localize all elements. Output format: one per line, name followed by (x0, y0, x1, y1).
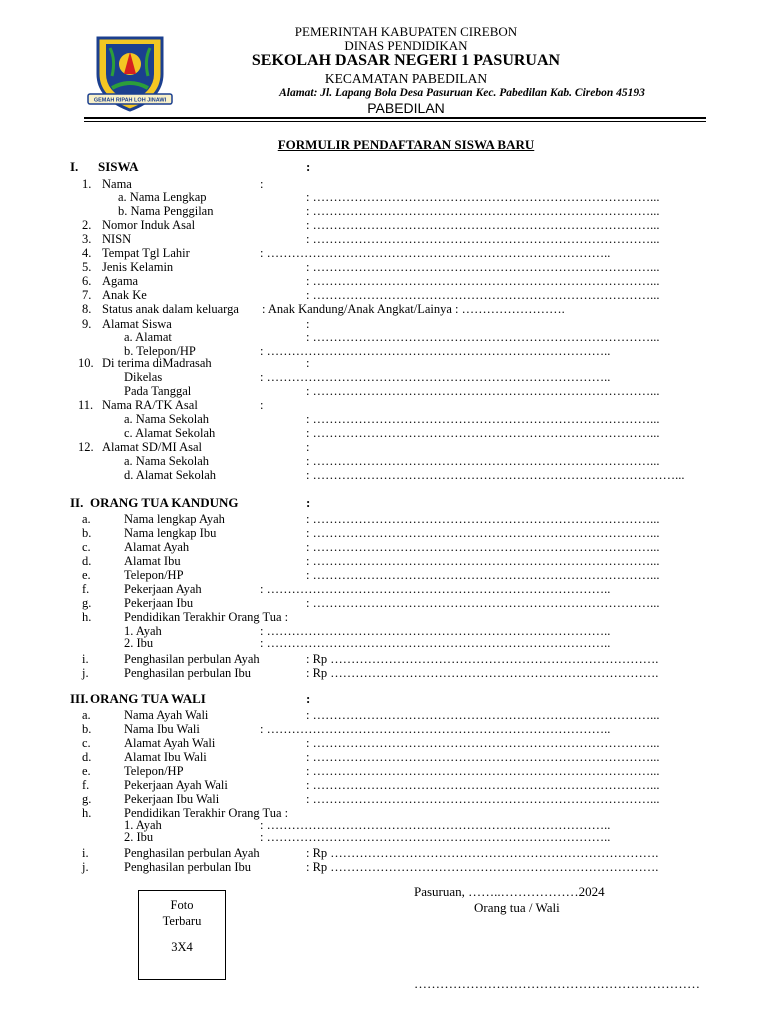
row-label: Alamat SD/MI Asal (102, 440, 202, 454)
row-value-field: : ………………………………………………………………………... (306, 218, 660, 232)
row-number: 1. (82, 177, 92, 191)
row-number: d. (82, 554, 92, 568)
row-number: II. (70, 495, 84, 510)
row-value-field: : Rp ……………………………………………………………………. (306, 666, 659, 680)
row-label: Tempat Tgl Lahir (102, 246, 190, 260)
row-number: g. (82, 596, 92, 610)
row-number: c. (82, 736, 91, 750)
row-number: e. (82, 568, 91, 582)
row-label: Nama Ibu Wali (124, 722, 200, 736)
form-title: FORMULIR PENDAFTARAN SISWA BARU (277, 137, 535, 152)
row-value-field: : ……………………………………………………………………….. (260, 830, 611, 844)
row-label: Pekerjaan Ayah (124, 582, 202, 596)
row-number: 5. (82, 260, 92, 274)
photo-label-1: Foto (170, 898, 194, 912)
row-number: f. (82, 582, 90, 596)
row-number: 6. (82, 274, 92, 288)
row-label: Penghasilan perbulan Ibu (124, 860, 252, 874)
row-value-field: : (306, 495, 311, 510)
row-value-field: : ………………………………………………………………………... (306, 330, 660, 344)
row-label: 2. Ibu (124, 636, 154, 650)
row-label: NISN (102, 232, 132, 246)
row-value-field: : (306, 691, 311, 706)
row-label: Nomor Induk Asal (102, 218, 196, 232)
row-number: III. (70, 691, 89, 706)
row-label: Penghasilan perbulan Ayah (124, 846, 260, 860)
row-label: d. Alamat Sekolah (124, 468, 216, 482)
row-number: j. (82, 860, 89, 874)
row-number: h. (82, 806, 92, 820)
row-number: 7. (82, 288, 92, 302)
row-label: a. Nama Sekolah (124, 412, 210, 426)
row-label: Pendidikan Terakhir Orang Tua : (124, 610, 289, 624)
row-value-field: : ………………………………………………………………………... (306, 512, 660, 526)
row-number: 10. (78, 356, 94, 370)
row-number: 3. (82, 232, 92, 246)
row-label: Pekerjaan Ayah Wali (124, 778, 228, 792)
logo-motto: GEMAH RIPAH LOH JINAWI (93, 97, 167, 104)
row-label: 2. Ibu (124, 830, 154, 844)
row-label: Alamat Ayah (124, 540, 190, 554)
row-value-field: : ………………………………………………………………………... (306, 526, 660, 540)
row-value-field: : ………………………………………………………………………... (306, 554, 660, 568)
row-number: 11. (78, 398, 94, 412)
row-label: Pada Tanggal (124, 384, 192, 398)
row-number: b. (82, 722, 92, 736)
row-number: I. (70, 159, 79, 174)
row-value-field: : ………………………………………………………………………... (306, 288, 660, 302)
photo-placeholder (138, 890, 226, 980)
row-number: d. (82, 750, 92, 764)
row-value-field: : ………………………………………………………………………... (306, 778, 660, 792)
row-value-field: : ………………………………………………………………………... (306, 384, 660, 398)
row-value-field: : ………………………………………………………………………... (306, 736, 660, 750)
row-value-field: : ………………………………………………………………………... (306, 568, 660, 582)
header-department: DINAS PENDIDIKAN (344, 38, 468, 53)
row-value-field: : ………………………………………………………………………... (306, 750, 660, 764)
row-label: Agama (102, 274, 139, 288)
row-label: ORANG TUA KANDUNG (90, 495, 239, 510)
row-value-field: : ……………………………………………………………………….. (260, 582, 611, 596)
row-value-field: : (306, 317, 310, 331)
row-label: Alamat Siswa (102, 317, 172, 331)
row-value-field: : ……………………………………………………………………………... (306, 468, 685, 482)
row-label: b. Nama Penggilan (118, 204, 214, 218)
row-value-field: : ………………………………………………………………………... (306, 708, 660, 722)
row-value-field: : (260, 398, 264, 412)
row-number: 12. (78, 440, 94, 454)
row-label: 1. Ayah (124, 624, 162, 638)
row-label: Pekerjaan Ibu Wali (124, 792, 220, 806)
signature-line: ………………………………………………………… (414, 976, 700, 991)
row-value-field: : ……………………………………………………………………….. (260, 624, 611, 638)
row-label: b. Telepon/HP (124, 344, 196, 358)
row-label: c. Alamat Sekolah (124, 426, 216, 440)
row-label: Anak Ke (102, 288, 147, 302)
row-value-field: : ……………………………………………………………………….. (260, 246, 611, 260)
row-label: Pekerjaan Ibu (124, 596, 194, 610)
row-value-field: : ………………………………………………………………………... (306, 764, 660, 778)
row-value-field: : ………………………………………………………………………... (306, 596, 660, 610)
row-label: SISWA (98, 159, 139, 174)
header-address: Alamat: Jl. Lapang Bola Desa Pasuruan Kec. Pabedilan Kab. Cirebon 45193 (279, 87, 645, 99)
row-number: i. (82, 846, 89, 860)
row-value-field: : ……………………………………………………………………….. (260, 818, 611, 832)
photo-size: 3X4 (171, 940, 193, 954)
row-value-field: : (306, 356, 310, 370)
row-number: g. (82, 792, 92, 806)
row-label: Status anak dalam keluarga (102, 302, 239, 316)
row-label: Penghasilan perbulan Ibu (124, 666, 252, 680)
row-label: a. Nama Sekolah (124, 454, 210, 468)
row-label: a. Nama Lengkap (118, 190, 207, 204)
row-value-field: : ……………………………………………………………………….. (260, 722, 611, 736)
row-label: 1. Ayah (124, 818, 162, 832)
row-value-field: : ………………………………………………………………………... (306, 540, 660, 554)
row-value-field: : ………………………………………………………………………... (306, 190, 660, 204)
row-label: Alamat Ayah Wali (124, 736, 216, 750)
header-town: PABEDILAN (367, 100, 445, 116)
row-label: Pendidikan Terakhir Orang Tua : (124, 806, 289, 820)
row-label: Dikelas (124, 370, 163, 384)
row-label: Telepon/HP (124, 568, 184, 582)
row-number: 2. (82, 218, 92, 232)
row-value-field: : Rp ……………………………………………………………………. (306, 860, 659, 874)
row-value-field: : ………………………………………………………………………... (306, 260, 660, 274)
row-value-field: : ………………………………………………………………………... (306, 792, 660, 806)
row-number: 8. (82, 302, 92, 316)
row-value-field: : ………………………………………………………………………... (306, 454, 660, 468)
row-number: h. (82, 610, 92, 624)
row-label: Telepon/HP (124, 764, 184, 778)
row-label: Nama lengkap Ayah (124, 512, 225, 526)
row-number: i. (82, 652, 89, 666)
row-value-field: : ……………………………………………………………………….. (260, 370, 611, 384)
row-value-field: : (306, 440, 310, 454)
row-value-field: : Rp ……………………………………………………………………. (306, 652, 659, 666)
header-divider-thin (84, 121, 706, 122)
row-label: Nama Ayah Wali (124, 708, 209, 722)
header-divider-thick (84, 117, 706, 119)
row-label: Alamat Ibu Wali (124, 750, 207, 764)
row-value-field: : ……………………………………………………………………….. (260, 344, 611, 358)
row-number: b. (82, 526, 92, 540)
row-value-field: : Anak Kandung/Anak Angkat/Lainya : ……………………. (262, 302, 565, 316)
row-label: Nama RA/TK Asal (102, 398, 198, 412)
row-value-field: : ………………………………………………………………………... (306, 232, 660, 246)
row-label: Di terima diMadrasah (102, 356, 212, 370)
row-number: a. (82, 708, 91, 722)
row-label: Nama lengkap Ibu (124, 526, 217, 540)
row-value-field: : Rp ……………………………………………………………………. (306, 846, 659, 860)
row-label: Alamat Ibu (124, 554, 181, 568)
row-number: e. (82, 764, 91, 778)
row-label: Penghasilan perbulan Ayah (124, 652, 260, 666)
signature-role: Orang tua / Wali (474, 900, 560, 915)
row-label: ORANG TUA WALI (90, 691, 206, 706)
row-number: j. (82, 666, 89, 680)
row-value-field: : (260, 177, 264, 191)
row-value-field: : (306, 159, 311, 174)
row-label: Nama (102, 177, 132, 191)
row-label: a. Alamat (124, 330, 172, 344)
row-value-field: : ………………………………………………………………………... (306, 412, 660, 426)
row-number: 9. (82, 317, 92, 331)
row-value-field: : ………………………………………………………………………... (306, 426, 660, 440)
row-value-field: : ……………………………………………………………………….. (260, 636, 611, 650)
row-number: f. (82, 778, 90, 792)
row-value-field: : ………………………………………………………………………... (306, 204, 660, 218)
header-district: KECAMATAN PABEDILAN (324, 71, 488, 86)
row-number: 4. (82, 246, 92, 260)
row-label: Jenis Kelamin (102, 260, 174, 274)
row-value-field: : ………………………………………………………………………... (306, 274, 660, 288)
header-government: PEMERINTAH KABUPATEN CIREBON (294, 24, 518, 39)
row-number: a. (82, 512, 91, 526)
row-number: c. (82, 540, 91, 554)
header-school-name: SEKOLAH DASAR NEGERI 1 PASURUAN (251, 52, 561, 69)
signature-place-date: Pasuruan, ……..………………2024 (414, 884, 605, 899)
photo-label-2: Terbaru (162, 914, 202, 928)
